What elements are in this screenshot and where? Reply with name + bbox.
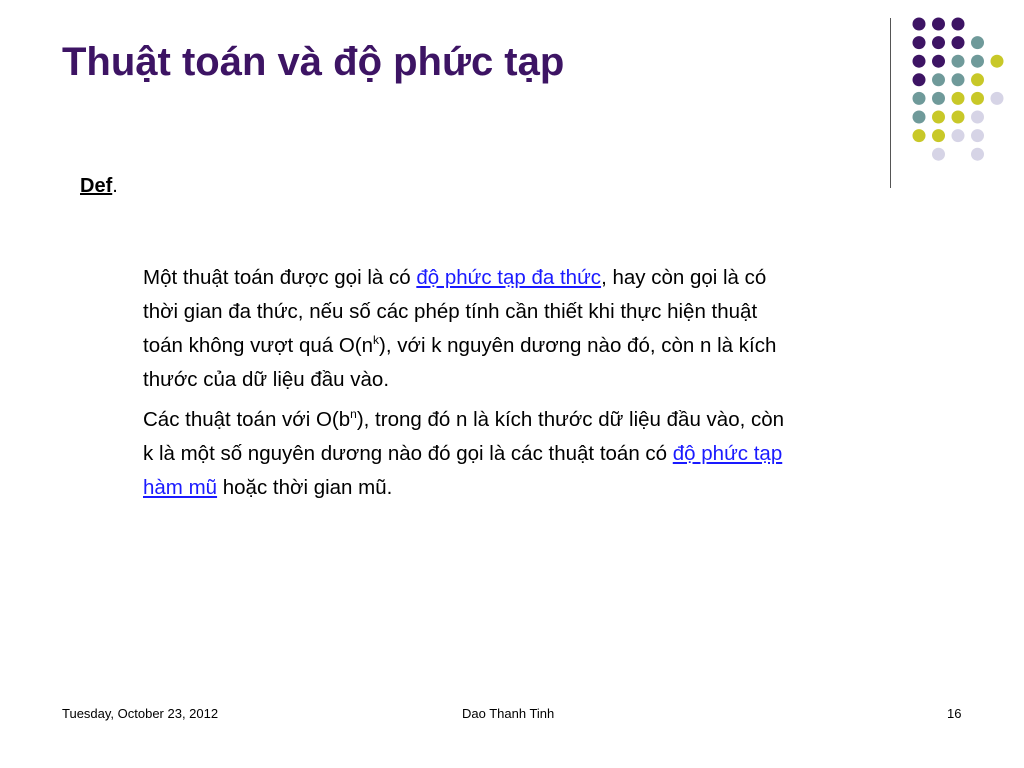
decorative-dot <box>971 36 984 49</box>
paragraph2-text-1: Các thuật toán với O(b <box>143 408 351 431</box>
decorative-dot <box>913 18 926 31</box>
definition-body <box>143 261 793 511</box>
decorative-dot <box>932 148 945 161</box>
decorative-dot <box>913 129 926 142</box>
decorative-dot <box>991 92 1004 105</box>
paragraph2-text-2: ), trong đó n là kích thước dữ liệu đầu vào, còn k là một số nguyên dương nào đó gọi là các thuật toán có <box>143 408 785 465</box>
decorative-dot <box>952 36 965 49</box>
decorative-dot <box>952 92 965 105</box>
paragraph-polynomial <box>143 261 793 397</box>
link-exponential-complexity[interactable]: độ phức tạp hàm mũ <box>143 442 783 499</box>
decorative-dot <box>971 148 984 161</box>
decorative-dot <box>952 55 965 68</box>
decorative-dot <box>971 111 984 124</box>
decorative-dot <box>913 111 926 124</box>
decorative-dot <box>971 55 984 68</box>
superscript-k: k <box>373 333 380 347</box>
def-suffix: . <box>112 175 118 197</box>
decorative-dot <box>913 55 926 68</box>
decorative-dot <box>932 73 945 86</box>
paragraph1-text-2: , hay còn gọi là có thời gian đa thức, nếu số các phép tính cần thiết khi thực hiện thuật toán không vượt quá O(n <box>143 266 767 357</box>
paragraph1-text-3: ), với k nguyên dương nào đó, còn n là kích thước của dữ liệu đầu vào. <box>143 334 777 391</box>
footer-date: Tuesday, October 23, 2012 <box>62 706 219 721</box>
paragraph2-text-3: hoặc thời gian mũ. <box>217 476 393 499</box>
decorative-dot <box>932 36 945 49</box>
decorative-dot <box>952 73 965 86</box>
decorative-dot <box>932 111 945 124</box>
link-polynomial-complexity[interactable]: độ phức tạp đa thức <box>416 266 602 289</box>
decorative-dot <box>932 92 945 105</box>
decorative-dot <box>991 55 1004 68</box>
slide-title: Thuật toán và độ phức tạp <box>62 40 565 84</box>
definition-label <box>80 175 118 198</box>
decorative-dot <box>971 129 984 142</box>
decorative-dot <box>932 55 945 68</box>
decorative-dot <box>913 92 926 105</box>
footer-author: Dao Thanh Tinh <box>462 706 555 721</box>
paragraph-exponential <box>143 403 793 505</box>
def-label: Def <box>80 175 113 197</box>
decorative-dot <box>952 129 965 142</box>
decorative-dot <box>952 18 965 31</box>
decorative-dot <box>971 73 984 86</box>
decorative-dot <box>932 129 945 142</box>
decorative-dot-grid <box>0 0 1024 200</box>
decorative-dot <box>952 111 965 124</box>
decorative-dot <box>932 18 945 31</box>
footer-page-number: 16 <box>947 706 962 721</box>
decorative-dot <box>971 92 984 105</box>
decorative-dot <box>913 73 926 86</box>
superscript-n: n <box>350 407 357 421</box>
paragraph1-text-1: Một thuật toán được gọi là có <box>143 266 417 289</box>
decorative-dot <box>913 36 926 49</box>
